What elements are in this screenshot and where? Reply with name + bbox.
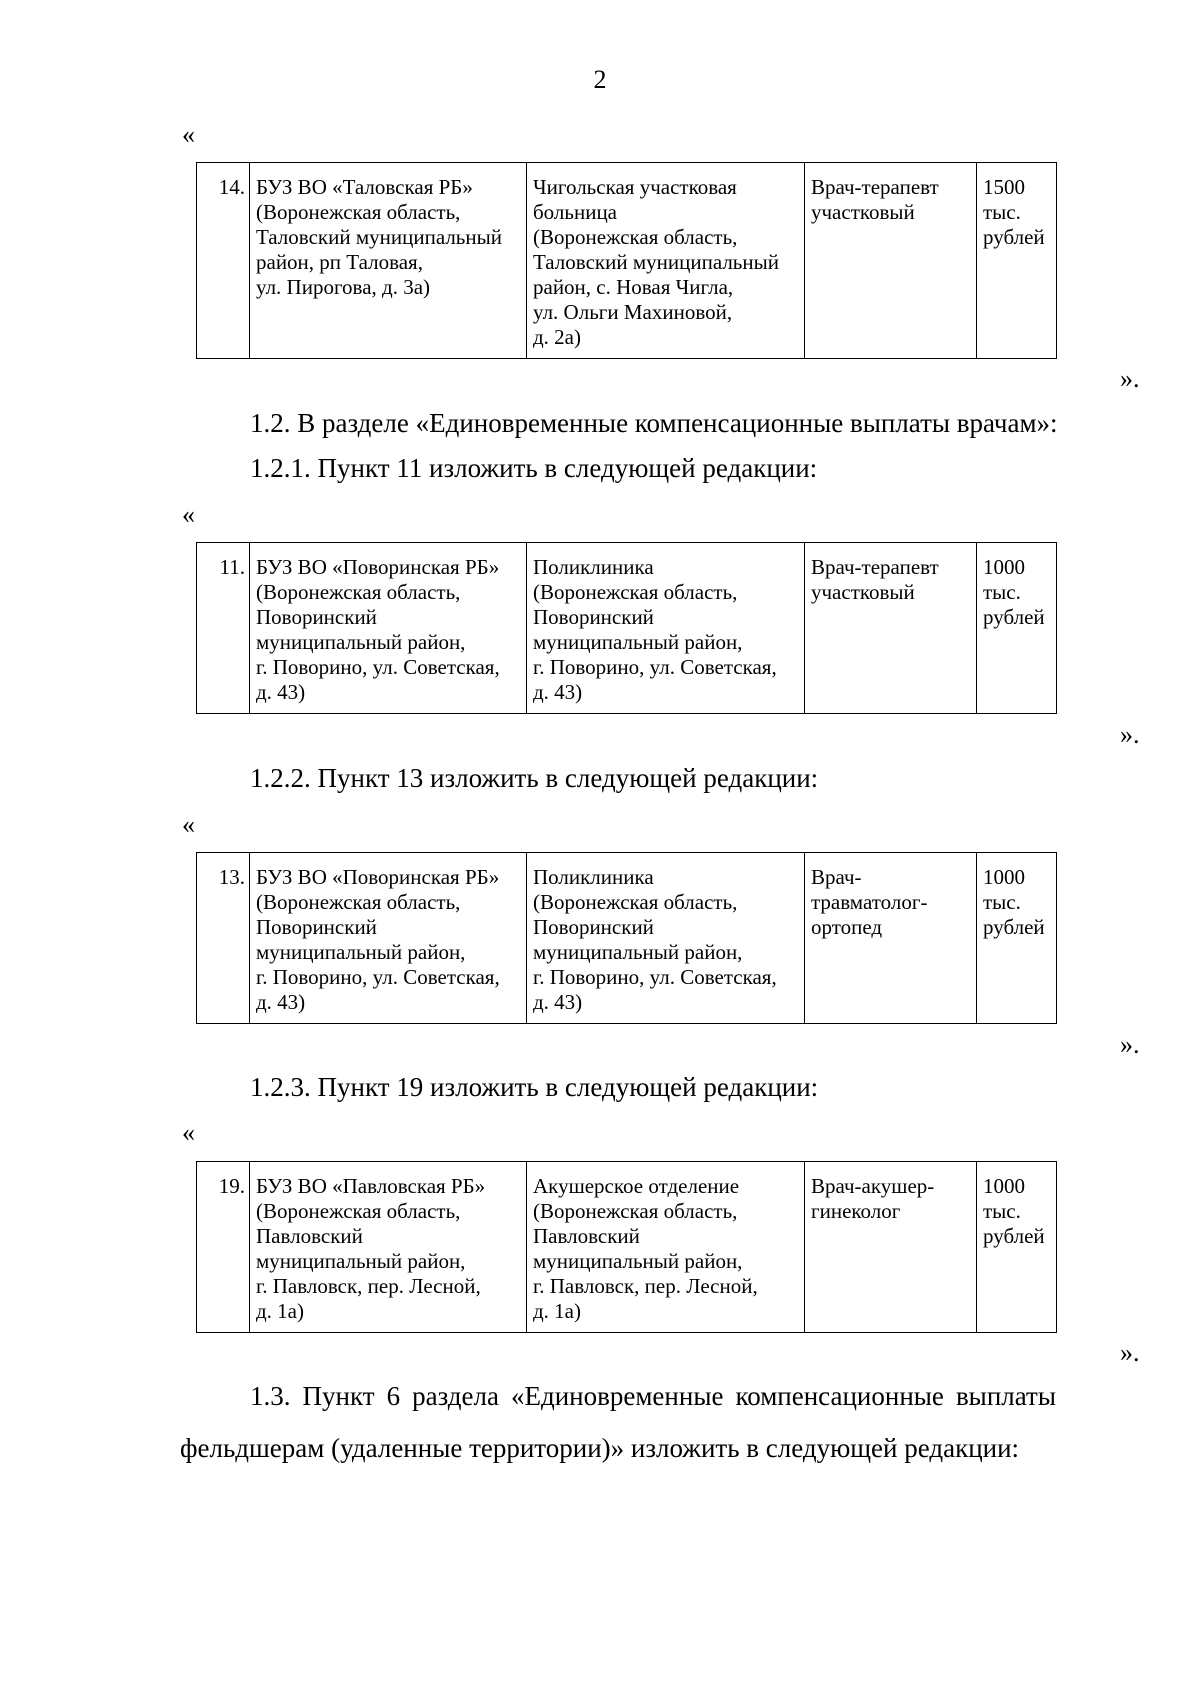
table-row	[197, 853, 1057, 1024]
entry-table	[196, 542, 1057, 714]
table-row	[197, 163, 1057, 359]
paragraph-1-2: 1.2. В разделе «Единовременные компенсационные выплаты врачам»:	[250, 408, 1058, 438]
unit-cell: Поликлиника (Воронежская область, Поворинский муниципальный район, г. Поворино, ул. Советская, д. 43)	[527, 853, 805, 1024]
quote-close: ».	[1120, 364, 1140, 393]
paragraph-1-3-line-1: 1.3. Пункт 6 раздела «Единовременные компенсационные выплаты	[250, 1381, 1056, 1411]
paragraph-1-2-3: 1.2.3. Пункт 19 изложить в следующей редакции:	[250, 1072, 819, 1102]
amount-cell: 1000 тыс. рублей	[977, 853, 1057, 1024]
unit-cell: Чигольская участковая больница (Воронежская область, Таловский муниципальный район, с. Новая Чигла, ул. Ольги Махиновой, д. 2а)	[527, 163, 805, 359]
quote-open: «	[182, 810, 195, 839]
unit-cell: Поликлиника (Воронежская область, Поворинский муниципальный район, г. Поворино, ул. Советская, д. 43)	[527, 543, 805, 714]
quote-close: ».	[1120, 1338, 1140, 1367]
item-number: 19.	[197, 1162, 250, 1333]
position-cell: Врач-терапевт участковый	[805, 163, 977, 359]
quote-close: ».	[1120, 1030, 1140, 1059]
item-number: 14.	[197, 163, 250, 359]
table-row	[197, 1162, 1057, 1333]
unit-cell: Акушерское отделение (Воронежская область, Павловский муниципальный район, г. Павловск, пер. Лесной, д. 1а)	[527, 1162, 805, 1333]
paragraph-1-2-2: 1.2.2. Пункт 13 изложить в следующей редакции:	[250, 763, 819, 793]
paragraph-1-3-line-2: фельдшерам (удаленные территории)» изложить в следующей редакции:	[180, 1433, 1020, 1463]
item-number: 13.	[197, 853, 250, 1024]
position-cell: Врач-терапевт участковый	[805, 543, 977, 714]
position-cell: Врач- травматолог- ортопед	[805, 853, 977, 1024]
organization-cell: БУЗ ВО «Поворинская РБ» (Воронежская область, Поворинский муниципальный район, г. Поворино, ул. Советская, д. 43)	[250, 543, 527, 714]
organization-cell: БУЗ ВО «Поворинская РБ» (Воронежская область, Поворинский муниципальный район, г. Поворино, ул. Советская, д. 43)	[250, 853, 527, 1024]
quote-open: «	[182, 1118, 195, 1147]
quote-open: «	[182, 500, 195, 529]
entry-table	[196, 852, 1057, 1024]
quote-open: «	[182, 120, 195, 149]
quote-close: ».	[1120, 720, 1140, 749]
table-row	[197, 543, 1057, 714]
organization-cell: БУЗ ВО «Таловская РБ» (Воронежская область, Таловский муниципальный район, рп Таловая, ул. Пирогова, д. 3а)	[250, 163, 527, 359]
amount-cell: 1000 тыс. рублей	[977, 1162, 1057, 1333]
position-cell: Врач-акушер- гинеколог	[805, 1162, 977, 1333]
amount-cell: 1500 тыс. рублей	[977, 163, 1057, 359]
item-number: 11.	[197, 543, 250, 714]
entry-table	[196, 1161, 1057, 1333]
entry-table	[196, 162, 1057, 359]
amount-cell: 1000 тыс. рублей	[977, 543, 1057, 714]
page-number: 2	[593, 65, 607, 94]
organization-cell: БУЗ ВО «Павловская РБ» (Воронежская область, Павловский муниципальный район, г. Павловск, пер. Лесной, д. 1а)	[250, 1162, 527, 1333]
paragraph-1-2-1: 1.2.1. Пункт 11 изложить в следующей редакции:	[250, 453, 818, 483]
